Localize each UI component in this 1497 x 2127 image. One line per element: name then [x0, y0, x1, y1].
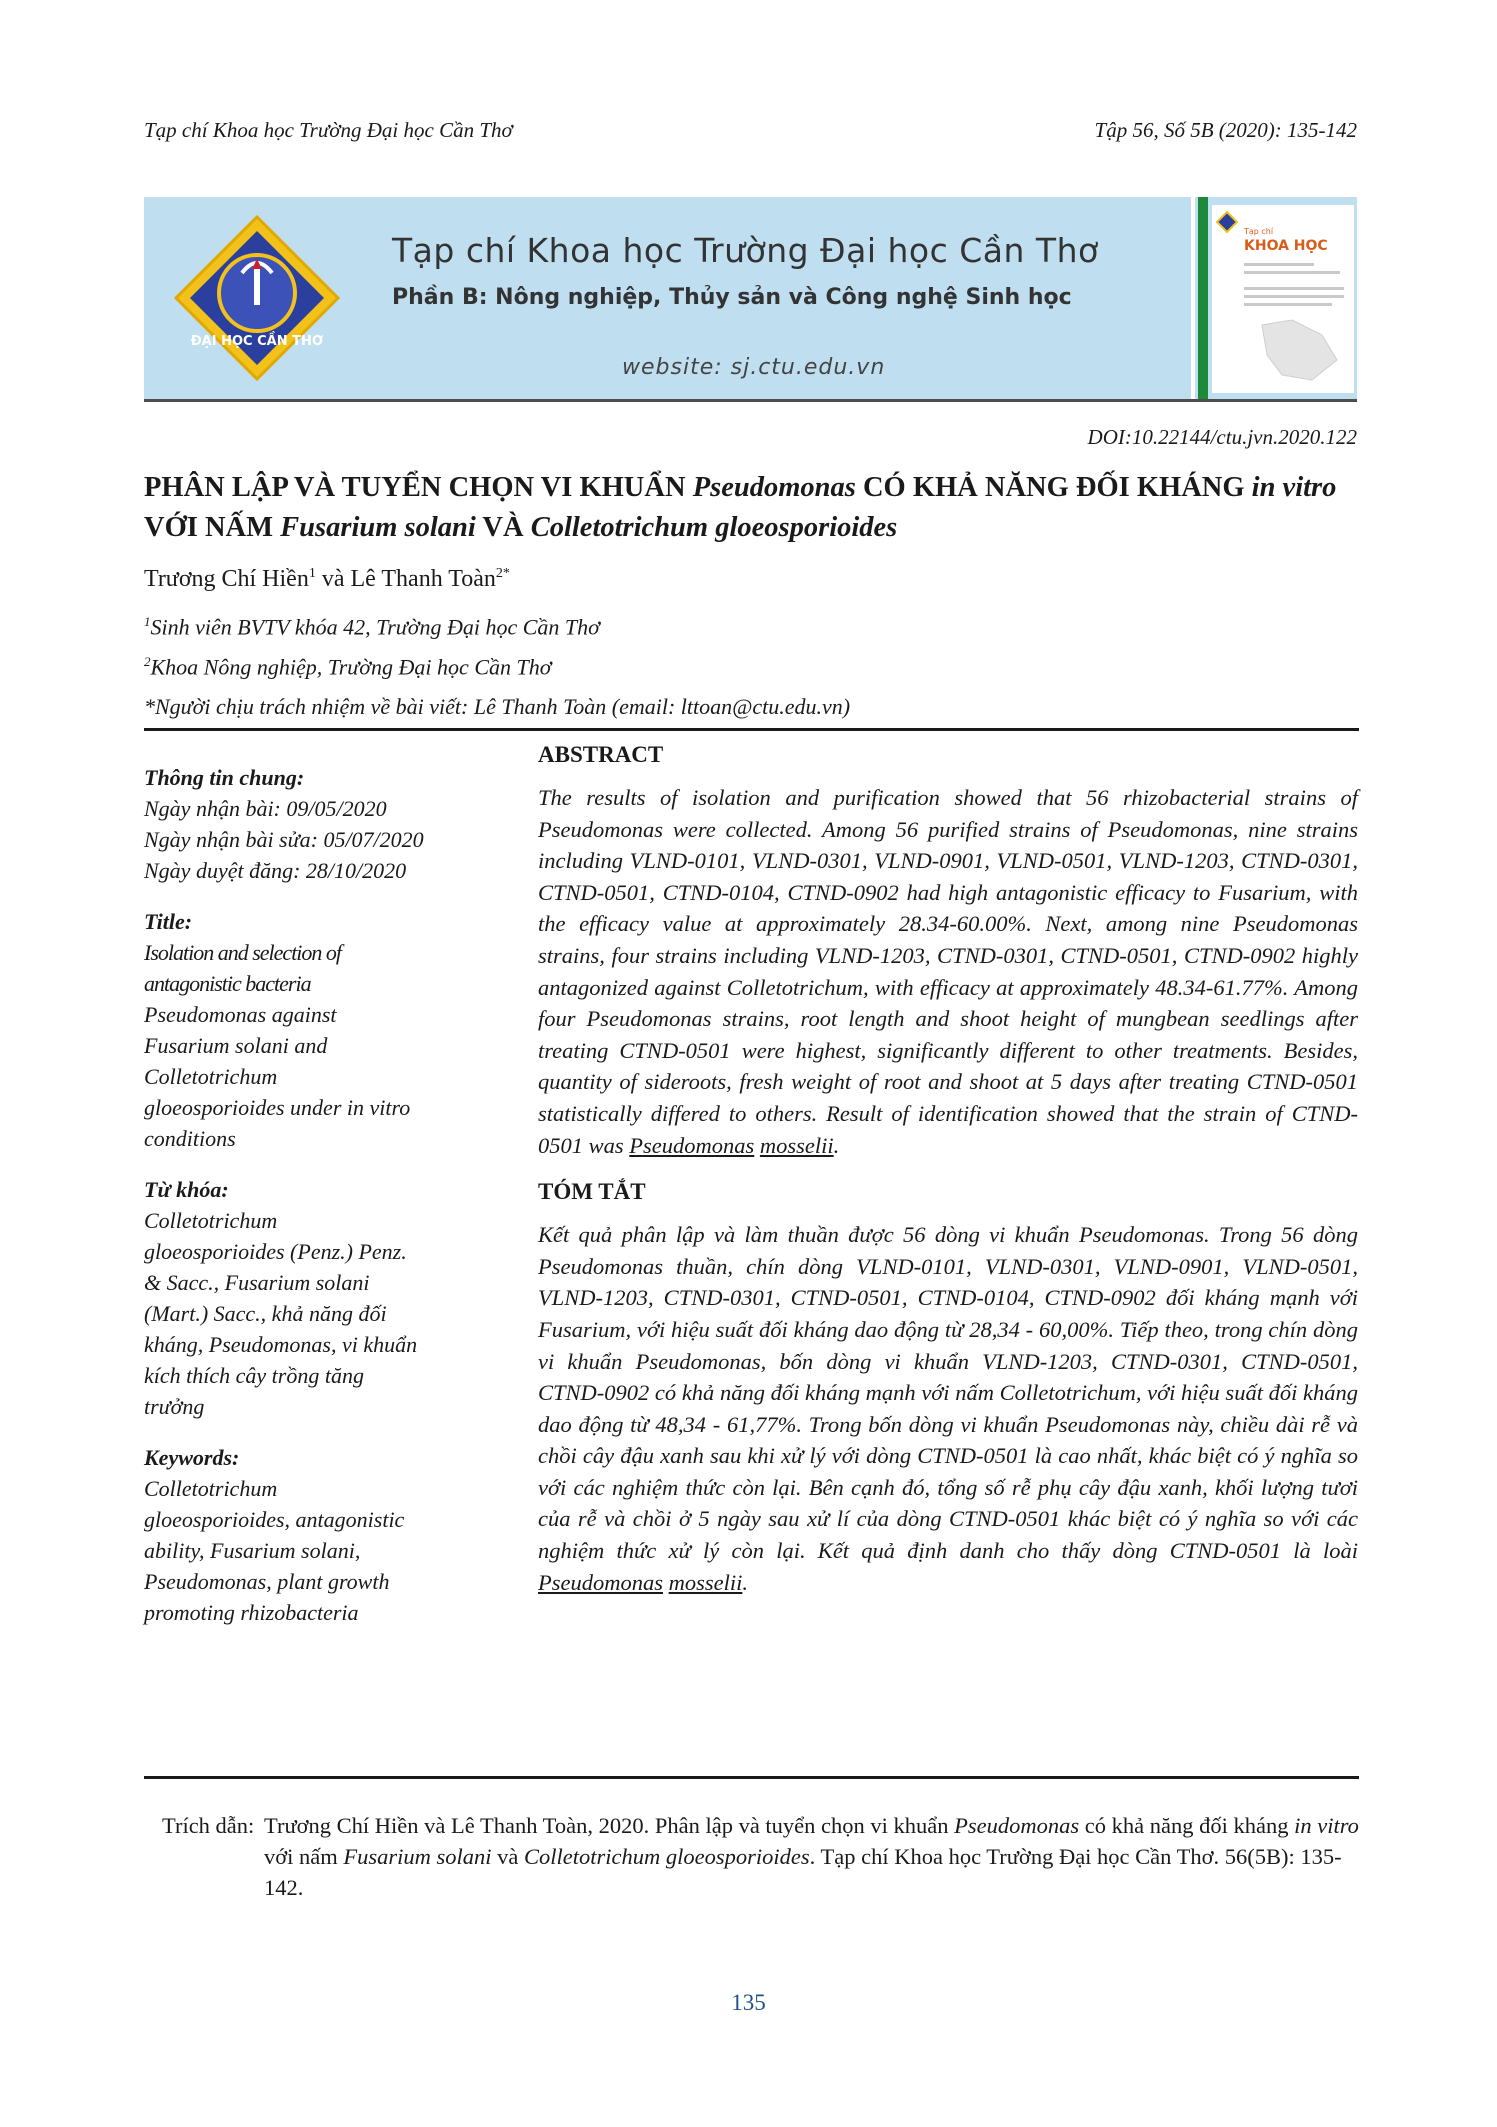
citation-text: . Tạp chí Khoa học Trường Đại học Cần Thơ. 56(5B): 135-142. — [264, 1844, 1342, 1900]
doi[interactable]: DOI:10.22144/ctu.jvn.2020.122 — [1087, 425, 1357, 449]
abstract-heading: ABSTRACT — [538, 742, 664, 767]
cover-line — [1244, 263, 1314, 266]
author-sup: 2* — [495, 566, 510, 581]
paper-title — [144, 468, 1359, 548]
abstract-text — [538, 782, 1358, 1161]
cover-line — [1244, 271, 1340, 274]
received-date: Ngày nhận bài: 09/05/2020 — [144, 796, 387, 821]
banner-divider — [1191, 197, 1195, 399]
citation-text: Trương Chí Hiền và Lê Thanh Toàn, 2020. Phân lập và tuyển chọn vi khuẩn — [264, 1813, 955, 1838]
running-header-volume: Tập 56, Số 5B (2020): 135-142 — [1094, 118, 1357, 142]
journal-banner — [144, 197, 1357, 402]
banner-subtitle: Phần B: Nông nghiệp, Thủy sản và Công nghệ Sinh học — [392, 285, 1072, 310]
tomtat-species: mosselii — [668, 1569, 743, 1595]
abstract-section — [538, 742, 1358, 1598]
cover-map-icon — [1252, 315, 1342, 385]
aff-text: Khoa Nông nghiệp, Trường Đại học Cần Thơ — [150, 654, 552, 680]
keyword-vi-line: trưởng — [144, 1394, 205, 1419]
title-italic: in vitro — [1251, 472, 1337, 503]
citation-rule — [144, 1776, 1359, 1779]
cover-line — [1244, 287, 1344, 290]
keyword-vi-line: kháng, Pseudomonas, vi khuẩn — [144, 1332, 418, 1357]
university-seal-icon — [172, 213, 342, 383]
en-title-line: Colletotrichum — [144, 1064, 278, 1089]
keyword-vi-line: (Mart.) Sacc., khả năng đối — [144, 1301, 387, 1326]
title-text: VÀ — [475, 512, 531, 543]
abstract-genus: Pseudomonas — [629, 1132, 755, 1158]
cover-logo-icon — [1216, 211, 1238, 233]
keyword-en-line: Colletotrichum — [144, 1476, 278, 1501]
cover-line — [1244, 295, 1344, 298]
citation-text: có khả năng đối kháng — [1079, 1813, 1295, 1838]
aff-sup: 1 — [144, 614, 151, 629]
aff-sup: 2 — [144, 654, 151, 669]
banner-green-bar — [1198, 197, 1208, 399]
author-sup: 1 — [308, 566, 316, 581]
citation-text: và — [491, 1844, 525, 1869]
tomtat-body: Kết quả phân lập và làm thuần được 56 dòng vi khuẩn Pseudomonas. Trong 56 dòng Pseudomonas thuần, chín dòng VLND-0101, VLND-0301, VLND-0901, VLND-0501, VLND-1203, CTND-0301, CTND-0501, CTND-0104, CTND-0902 đối kháng mạnh với Fusarium, với hiệu suất đối kháng dao động từ 28,34 - 60,00%. Tiếp theo, trong chín dòng vi khuẩn Pseudomonas, bốn dòng vi khuẩn VLND-1203, CTND-0301, CTND-0501, CTND-0902 có khả năng đối kháng mạnh với nấm Colletotrichum, với hiệu suất đối kháng dao động từ 48,34 - 61,77%. Trong bốn dòng vi khuẩn Pseudomonas này, chiều dài rễ và chồi cây đậu xanh sau khi xử lý với dòng CTND-0501 là cao nhất, khác biệt có ý nghĩa so với các nghiệm thức còn lại. Bên cạnh đó, tổng số rễ phụ cây đậu xanh, khối lượng tươi của rễ và chồi ở 5 ngày sau xử lí của dòng CTND-0501 khác biệt có ý nghĩa so với các nghiệm thức xử lý còn lại. Kết quả định danh cho thấy dòng CTND-0501 là loài — [538, 1222, 1358, 1564]
tomtat-text — [538, 1219, 1358, 1598]
citation-italic: Colletotrichum gloeosporioides — [524, 1844, 810, 1869]
keyword-vi-line: Colletotrichum — [144, 1208, 278, 1233]
en-title-line: conditions — [144, 1126, 236, 1151]
citation-text: với nấm — [264, 1844, 344, 1869]
affiliation-1 — [144, 614, 600, 640]
accepted-date: Ngày duyệt đăng: 28/10/2020 — [144, 858, 407, 883]
en-title-line: antagonistic bacteria — [144, 971, 311, 996]
authors — [144, 566, 510, 593]
cover-big-title: KHOA HỌC — [1244, 238, 1328, 254]
author-name: Lê Thanh Toàn — [350, 566, 496, 592]
keyword-en-line: gloeosporioides, antagonistic — [144, 1507, 405, 1532]
citation-italic: in vitro — [1294, 1813, 1359, 1838]
keyword-en-line: Pseudomonas, plant growth — [144, 1569, 390, 1594]
seal-text: ĐẠI HỌC CẦN THƠ — [190, 334, 324, 349]
title-text: VỚI NẤM — [144, 512, 281, 543]
citation-body — [264, 1810, 1359, 1903]
title-italic: Fusarium solani — [280, 512, 476, 543]
abstract-species: mosselii — [759, 1132, 834, 1158]
tomtat-end: . — [742, 1569, 749, 1595]
banner-website[interactable]: website: sj.ctu.edu.vn — [622, 355, 886, 380]
banner-title: Tạp chí Khoa học Trường Đại học Cần Thơ — [392, 231, 1099, 270]
citation-italic: Pseudomonas — [954, 1813, 1080, 1838]
cover-small-title: Tạp chí — [1244, 227, 1274, 236]
title-italic: Pseudomonas — [692, 472, 856, 503]
revised-date: Ngày nhận bài sửa: 05/07/2020 — [144, 827, 424, 852]
title-text: CÓ KHẢ NĂNG ĐỐI KHÁNG — [855, 472, 1252, 503]
tomtat-genus: Pseudomonas — [538, 1569, 663, 1595]
keyword-vi-line: kích thích cây trồng tăng — [144, 1363, 364, 1388]
header-rule — [144, 728, 1359, 731]
article-info — [144, 762, 504, 1628]
title-italic: Colletotrichum gloeosporioides — [530, 512, 898, 543]
aff-text: Sinh viên BVTV khóa 42, Trường Đại học Cần Thơ — [150, 614, 600, 640]
en-title-line: gloeosporioides under in vitro — [144, 1095, 411, 1120]
citation-italic: Fusarium solani — [343, 1844, 492, 1869]
running-header-journal: Tạp chí Khoa học Trường Đại học Cần Thơ — [144, 118, 513, 142]
cover-line — [1244, 303, 1332, 306]
abstract-body: The results of isolation and purification showed that 56 rhizobacterial strains of Pseudomonas were collected. Among 56 purified strains of Pseudomonas, nine strains including VLND-0101, VLND-0301, VLND-0901, VLND-0501, VLND-1203, CTND-0301, CTND-0501, CTND-0104, CTND-0902 had high antagonistic efficacy to Fusarium, with the efficacy value at approximately 28.34-60.00%. Next, among nine Pseudomonas strains, four strains including VLND-1203, CTND-0301, CTND-0501, CTND-0902 highly antagonized against Colletotrichum, with efficacy at approximately 48.34-61.77%. Among four Pseudomonas strains, root length and shoot height of mungbean seedlings after treating CTND-0501 were highest, significantly different to other treatments. Besides, quantity of sideroots, fresh weight of root and shoot at 5 days after treating CTND-0501 statistically differed to others. Result of identification showed that the strain of CTND-0501 was — [538, 785, 1358, 1158]
journal-cover-thumbnail — [1212, 205, 1354, 393]
en-title-line: Isolation and selection of — [144, 940, 342, 965]
en-title-line: Fusarium solani and — [144, 1033, 328, 1058]
keyword-vi-line: & Sacc., Fusarium solani — [144, 1270, 370, 1295]
title-heading: Title: — [144, 909, 193, 934]
author-name: Trương Chí Hiền — [144, 566, 309, 592]
keyword-en-line: promoting rhizobacteria — [144, 1600, 359, 1625]
keywords-vi-heading: Từ khóa: — [144, 1177, 229, 1202]
info-heading: Thông tin chung: — [144, 765, 305, 790]
keywords-en-heading: Keywords: — [144, 1445, 240, 1470]
affiliation-2 — [144, 654, 551, 680]
author-and: và — [315, 566, 351, 592]
en-title-line: Pseudomonas against — [144, 1002, 337, 1027]
page-number: 135 — [731, 1990, 766, 2015]
keyword-vi-line: gloeosporioides (Penz.) Penz. — [144, 1239, 407, 1264]
tomtat-heading: TÓM TẮT — [538, 1179, 646, 1205]
corresponding-author: *Người chịu trách nhiệm về bài viết: Lê Thanh Toàn (email: lttoan@ctu.edu.vn) — [144, 694, 851, 719]
keyword-en-line: ability, Fusarium solani, — [144, 1538, 361, 1563]
citation-label: Trích dẫn: — [162, 1813, 255, 1838]
title-text: PHÂN LẬP VÀ TUYỂN CHỌN VI KHUẨN — [144, 472, 693, 503]
abstract-end: . — [833, 1132, 840, 1158]
